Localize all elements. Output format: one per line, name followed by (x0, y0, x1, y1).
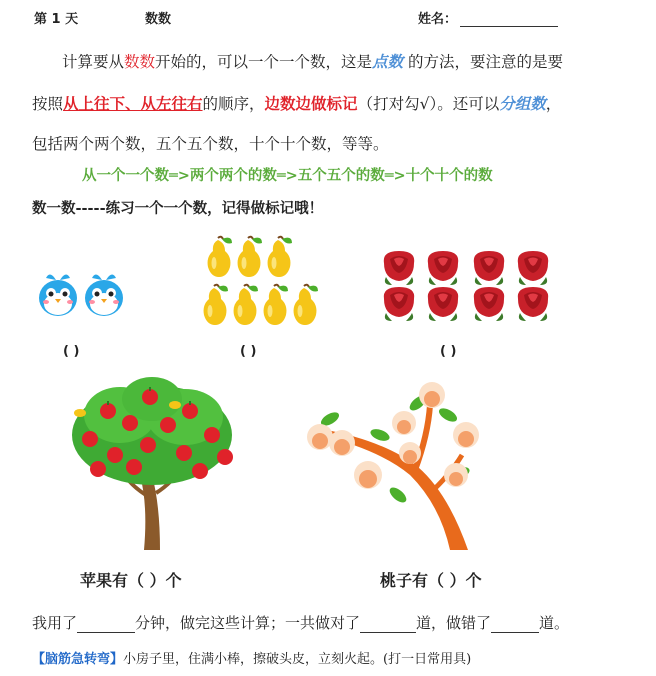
topic-title: 数数 (145, 12, 172, 27)
time-score-line: 我用了 分钟，做完这些计算；一共做对了 道，做错了 道。 (32, 614, 570, 632)
twin-bird-mascots-picture (36, 268, 132, 322)
apple-count-label: 苹果有（ ）个 (80, 571, 182, 590)
riddle-text: 小房子里，住满小棒，擦破头皮，立刻火起。(打一日常用具) (123, 652, 472, 667)
peach-count-label: 桃子有（ ）个 (380, 571, 482, 590)
apple-tree-picture (60, 375, 250, 555)
pear-answer-blank[interactable]: ( ) (240, 344, 257, 359)
name-blank[interactable] (460, 26, 558, 27)
rose-answer-blank[interactable]: ( ) (440, 344, 457, 359)
counting-slogan: 从一个一个数═>两个两个的数═>五个五个的数═>十个十个的数 (82, 168, 493, 184)
peach-branch-picture (300, 375, 495, 555)
roses-picture (376, 245, 556, 325)
minutes-blank[interactable] (77, 614, 135, 633)
intro-line-1: 计算要从数数开始的，可以一个一个数，这是点数 的方法，要注意的是要 (62, 53, 563, 71)
riddle-tag: 【脑筋急转弯】 (32, 652, 124, 667)
riddle-line (32, 648, 471, 667)
intro-line-3: 包括两个两个数，五个五个数，十个十个数，等等。 (32, 135, 389, 153)
wrong-count-blank[interactable] (491, 614, 539, 633)
day-label: 第 1 天 (34, 12, 79, 27)
mascot-answer-blank[interactable]: ( ) (63, 344, 80, 359)
intro-line-2: 按照从上往下、从左往右的顺序，边数边做标记（打对勾√）。还可以分组数， (32, 95, 562, 113)
exercise-title: 数一数-----练习一个一个数，记得做标记哦！ (32, 201, 324, 217)
name-label: 姓名： (418, 12, 458, 27)
correct-count-blank[interactable] (360, 614, 416, 633)
pears-picture (200, 235, 325, 330)
